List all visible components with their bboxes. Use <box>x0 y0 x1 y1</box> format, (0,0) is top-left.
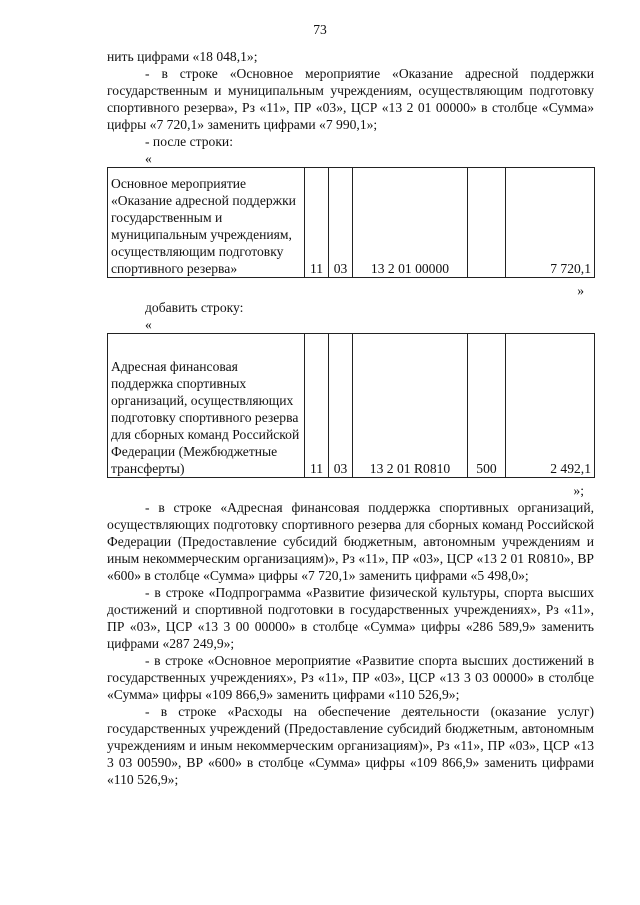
paragraph-5: - в строке «Адресная финансовая поддержка спортивных организаций, осуществляющих подготовку спортивного резерва для сборных команд Российской Федерации (Предоставление субсидий бюджетным, автономным учреждениям и иным некоммерческим организациям)», Рз «11», ПР «03», ЦСР «13 2 01 R0810», ВР «600» в столбце «Сумма» цифры «7 720,1» заменить цифрами «5 498,0»; <box>107 500 594 583</box>
row-name: Основное мероприятие «Оказание адресной поддержки государственным и муниципальным учреждениям, осуществляющим подготовку спортивного резерва» <box>108 168 305 278</box>
paragraph-1: нить цифрами «18 048,1»; <box>107 49 258 64</box>
row-csr: 13 2 01 00000 <box>353 168 468 278</box>
row-sum: 2 492,1 <box>506 334 595 478</box>
table-row <box>108 168 595 278</box>
table-added-row <box>107 333 595 478</box>
table-row <box>108 334 595 478</box>
row-pr: 03 <box>329 334 353 478</box>
row-csr: 13 2 01 R0810 <box>353 334 468 478</box>
row-name: Адресная финансовая поддержка спортивных организаций, осуществляющих подготовку спортивного резерва для сборных команд Российской Федерации (Межбюджетные трансферты) <box>108 334 305 478</box>
row-rz: 11 <box>305 334 329 478</box>
row-vr <box>468 168 506 278</box>
row-rz: 11 <box>305 168 329 278</box>
paragraph-4: добавить строку: <box>145 300 244 315</box>
open-quote-2: « <box>145 317 152 332</box>
row-vr: 500 <box>468 334 506 478</box>
close-quote-2: »; <box>573 483 584 498</box>
paragraph-2: - в строке «Основное мероприятие «Оказание адресной поддержки государственным и муниципальным учреждениям, осуществляющим подготовку спортивного резерва», Рз «11», ПР «03», ЦСР «13 2 01 00000» в столбце «Сумма» цифры «7 720,1» заменить цифрами «7 990,1»; <box>107 66 594 132</box>
open-quote-1: « <box>145 151 152 166</box>
row-sum: 7 720,1 <box>506 168 595 278</box>
close-quote-1: » <box>577 283 584 298</box>
paragraph-6: - в строке «Подпрограмма «Развитие физической культуры, спорта высших достижений и спортивной подготовки в государственных учреждениях», Рз «11», ПР «03», ЦСР «13 3 00 00000» в столбце «Сумма» цифры «286 589,9» заменить цифрами «287 249,9»; <box>107 585 594 651</box>
paragraph-7: - в строке «Основное мероприятие «Развитие спорта высших достижений в государственных учреждениях», Рз «11», ПР «03», ЦСР «13 3 03 00000» в столбце «Сумма» цифры «109 866,9» заменить цифрами «110 526,9»; <box>107 653 594 702</box>
table-existing-row <box>107 167 595 278</box>
row-pr: 03 <box>329 168 353 278</box>
paragraph-3: - после строки: <box>145 134 233 149</box>
paragraph-8: - в строке «Расходы на обеспечение деятельности (оказание услуг) государственных учреждений (Предоставление субсидий бюджетным, автономным учреждениям и иным некоммерческим организациям)», Рз «11», ПР «03», ЦСР «13 3 03 00590», ВР «600» в столбце «Сумма» цифры «109 866,9» заменить цифрами «110 526,9»; <box>107 704 594 787</box>
page-number: 73 <box>313 22 327 37</box>
document-body <box>107 48 594 788</box>
